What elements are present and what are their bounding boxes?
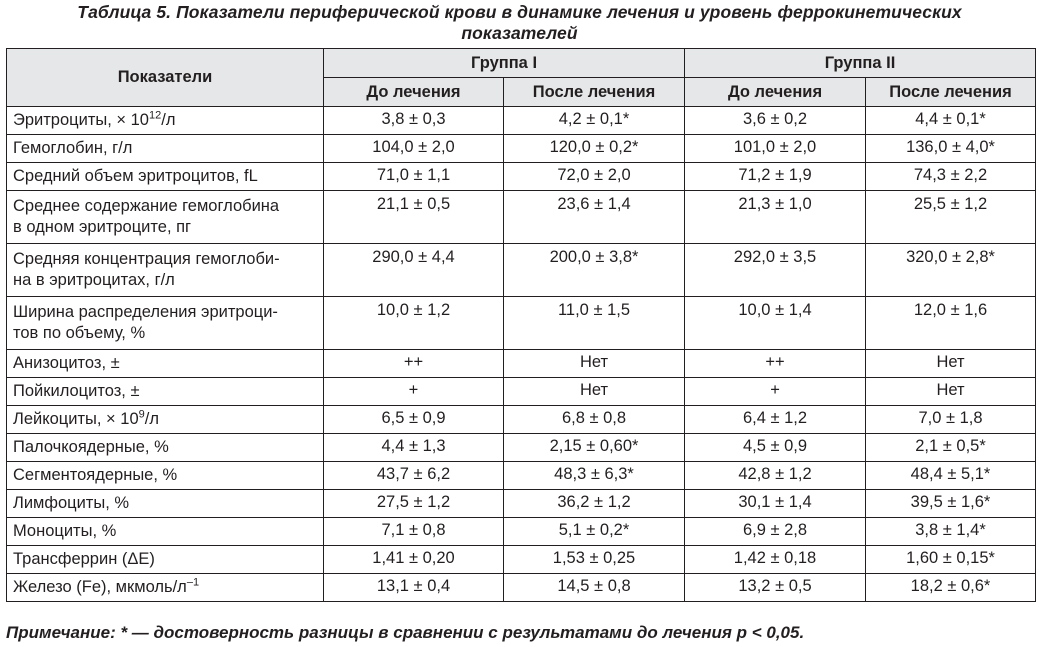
row-label: Анизоцитоз, ± xyxy=(7,350,324,378)
value-group-2-before: ++ xyxy=(685,350,866,378)
value-group-2-after: 25,5 ± 1,2 xyxy=(866,191,1036,244)
value-group-1-before: ++ xyxy=(324,350,504,378)
value-group-1-after: 120,0 ± 0,2* xyxy=(504,135,685,163)
table-row xyxy=(7,574,1036,602)
value-group-1-before: 4,4 ± 1,3 xyxy=(324,434,504,462)
table-header xyxy=(7,49,1036,107)
table-footnote: Примечание: * — достоверность разницы в сравнении с результатами до лечения p < 0,05. xyxy=(6,623,805,642)
header-group-1-before: До лечения xyxy=(324,78,504,107)
value-group-2-after: 4,4 ± 0,1* xyxy=(866,107,1036,135)
value-group-1-after: Нет xyxy=(504,350,685,378)
table-row xyxy=(7,462,1036,490)
value-group-2-before: 13,2 ± 0,5 xyxy=(685,574,866,602)
value-group-2-after: 48,4 ± 5,1* xyxy=(866,462,1036,490)
value-group-2-after: 2,1 ± 0,5* xyxy=(866,434,1036,462)
table-row xyxy=(7,378,1036,406)
table-row xyxy=(7,434,1036,462)
value-group-2-before: 21,3 ± 1,0 xyxy=(685,191,866,244)
table-caption xyxy=(0,2,1039,44)
value-group-2-before: 3,6 ± 0,2 xyxy=(685,107,866,135)
value-group-1-after: 23,6 ± 1,4 xyxy=(504,191,685,244)
value-group-1-after: 5,1 ± 0,2* xyxy=(504,518,685,546)
table-row xyxy=(7,135,1036,163)
value-group-1-after: 48,3 ± 6,3* xyxy=(504,462,685,490)
value-group-2-before: 292,0 ± 3,5 xyxy=(685,244,866,297)
value-group-1-before: 71,0 ± 1,1 xyxy=(324,163,504,191)
table-row xyxy=(7,163,1036,191)
value-group-2-after: 12,0 ± 1,6 xyxy=(866,297,1036,350)
header-group-1-after: После лечения xyxy=(504,78,685,107)
value-group-2-after: 1,60 ± 0,15* xyxy=(866,546,1036,574)
value-group-1-after: 36,2 ± 1,2 xyxy=(504,490,685,518)
value-group-1-before: 13,1 ± 0,4 xyxy=(324,574,504,602)
value-group-2-before: 1,42 ± 0,18 xyxy=(685,546,866,574)
header-group-1: Группа I xyxy=(324,49,685,78)
row-label: Ширина распределения эритроци- тов по объему, % xyxy=(7,297,324,350)
value-group-2-after: 136,0 ± 4,0* xyxy=(866,135,1036,163)
value-group-2-after: 74,3 ± 2,2 xyxy=(866,163,1036,191)
value-group-1-after: 200,0 ± 3,8* xyxy=(504,244,685,297)
table-caption-line1: Таблица 5. Показатели периферической крови в динамике лечения и уровень феррокинетических xyxy=(77,2,962,22)
value-group-2-before: 42,8 ± 1,2 xyxy=(685,462,866,490)
value-group-2-after: 320,0 ± 2,8* xyxy=(866,244,1036,297)
row-label: Гемоглобин, г/л xyxy=(7,135,324,163)
value-group-2-after: 18,2 ± 0,6* xyxy=(866,574,1036,602)
value-group-2-before: + xyxy=(685,378,866,406)
value-group-2-after: 7,0 ± 1,8 xyxy=(866,406,1036,434)
value-group-2-after: 39,5 ± 1,6* xyxy=(866,490,1036,518)
value-group-1-before: 27,5 ± 1,2 xyxy=(324,490,504,518)
value-group-1-before: 21,1 ± 0,5 xyxy=(324,191,504,244)
value-group-1-before: 7,1 ± 0,8 xyxy=(324,518,504,546)
value-group-1-after: 11,0 ± 1,5 xyxy=(504,297,685,350)
value-group-2-before: 101,0 ± 2,0 xyxy=(685,135,866,163)
table-row xyxy=(7,191,1036,244)
value-group-1-after: Нет xyxy=(504,378,685,406)
header-indicators: Показатели xyxy=(7,49,324,107)
row-label: Железо (Fe), мкмоль/$л^{-1}$ xyxy=(7,574,324,602)
value-group-2-after: Нет xyxy=(866,350,1036,378)
value-group-2-before: 30,1 ± 1,4 xyxy=(685,490,866,518)
row-label: Эритроциты, × $10^{12}/л$ xyxy=(7,107,324,135)
header-group-2-after: После лечения xyxy=(866,78,1036,107)
row-label: Пойкилоцитоз, ± xyxy=(7,378,324,406)
row-label: Среднее содержание гемоглобина в одном эритроците, пг xyxy=(7,191,324,244)
table-row xyxy=(7,244,1036,297)
value-group-1-after: 14,5 ± 0,8 xyxy=(504,574,685,602)
value-group-1-before: 104,0 ± 2,0 xyxy=(324,135,504,163)
header-group-2-before: До лечения xyxy=(685,78,866,107)
table-row xyxy=(7,406,1036,434)
row-label: Средняя концентрация гемоглоби- на в эритроцитах, г/л xyxy=(7,244,324,297)
value-group-2-after: Нет xyxy=(866,378,1036,406)
header-group-2: Группа II xyxy=(685,49,1036,78)
value-group-1-before: 43,7 ± 6,2 xyxy=(324,462,504,490)
row-label: Средний объем эритроцитов, fL xyxy=(7,163,324,191)
row-label: Лимфоциты, % xyxy=(7,490,324,518)
value-group-1-before: 1,41 ± 0,20 xyxy=(324,546,504,574)
table-caption-line2: показателей xyxy=(461,23,578,43)
row-label: Лейкоциты, × $10^9/л$ xyxy=(7,406,324,434)
row-label: Сегментоядерные, % xyxy=(7,462,324,490)
row-label: Моноциты, % xyxy=(7,518,324,546)
value-group-1-before: 290,0 ± 4,4 xyxy=(324,244,504,297)
row-label: Трансферрин (ΔE) xyxy=(7,546,324,574)
table-row xyxy=(7,107,1036,135)
value-group-1-after: 1,53 ± 0,25 xyxy=(504,546,685,574)
value-group-1-before: 3,8 ± 0,3 xyxy=(324,107,504,135)
value-group-2-before: 6,4 ± 1,2 xyxy=(685,406,866,434)
value-group-1-after: 6,8 ± 0,8 xyxy=(504,406,685,434)
table-row xyxy=(7,350,1036,378)
table-row xyxy=(7,490,1036,518)
value-group-1-after: 4,2 ± 0,1* xyxy=(504,107,685,135)
value-group-2-after: 3,8 ± 1,4* xyxy=(866,518,1036,546)
value-group-1-after: 2,15 ± 0,60* xyxy=(504,434,685,462)
table-row xyxy=(7,297,1036,350)
table-row xyxy=(7,518,1036,546)
value-group-1-before: 10,0 ± 1,2 xyxy=(324,297,504,350)
value-group-1-before: 6,5 ± 0,9 xyxy=(324,406,504,434)
value-group-1-after: 72,0 ± 2,0 xyxy=(504,163,685,191)
table-row xyxy=(7,546,1036,574)
row-label: Палочкоядерные, % xyxy=(7,434,324,462)
value-group-2-before: 10,0 ± 1,4 xyxy=(685,297,866,350)
value-group-2-before: 71,2 ± 1,9 xyxy=(685,163,866,191)
value-group-2-before: 6,9 ± 2,8 xyxy=(685,518,866,546)
value-group-1-before: + xyxy=(324,378,504,406)
blood-indicators-table xyxy=(6,48,1036,602)
table-body xyxy=(7,107,1036,602)
value-group-2-before: 4,5 ± 0,9 xyxy=(685,434,866,462)
